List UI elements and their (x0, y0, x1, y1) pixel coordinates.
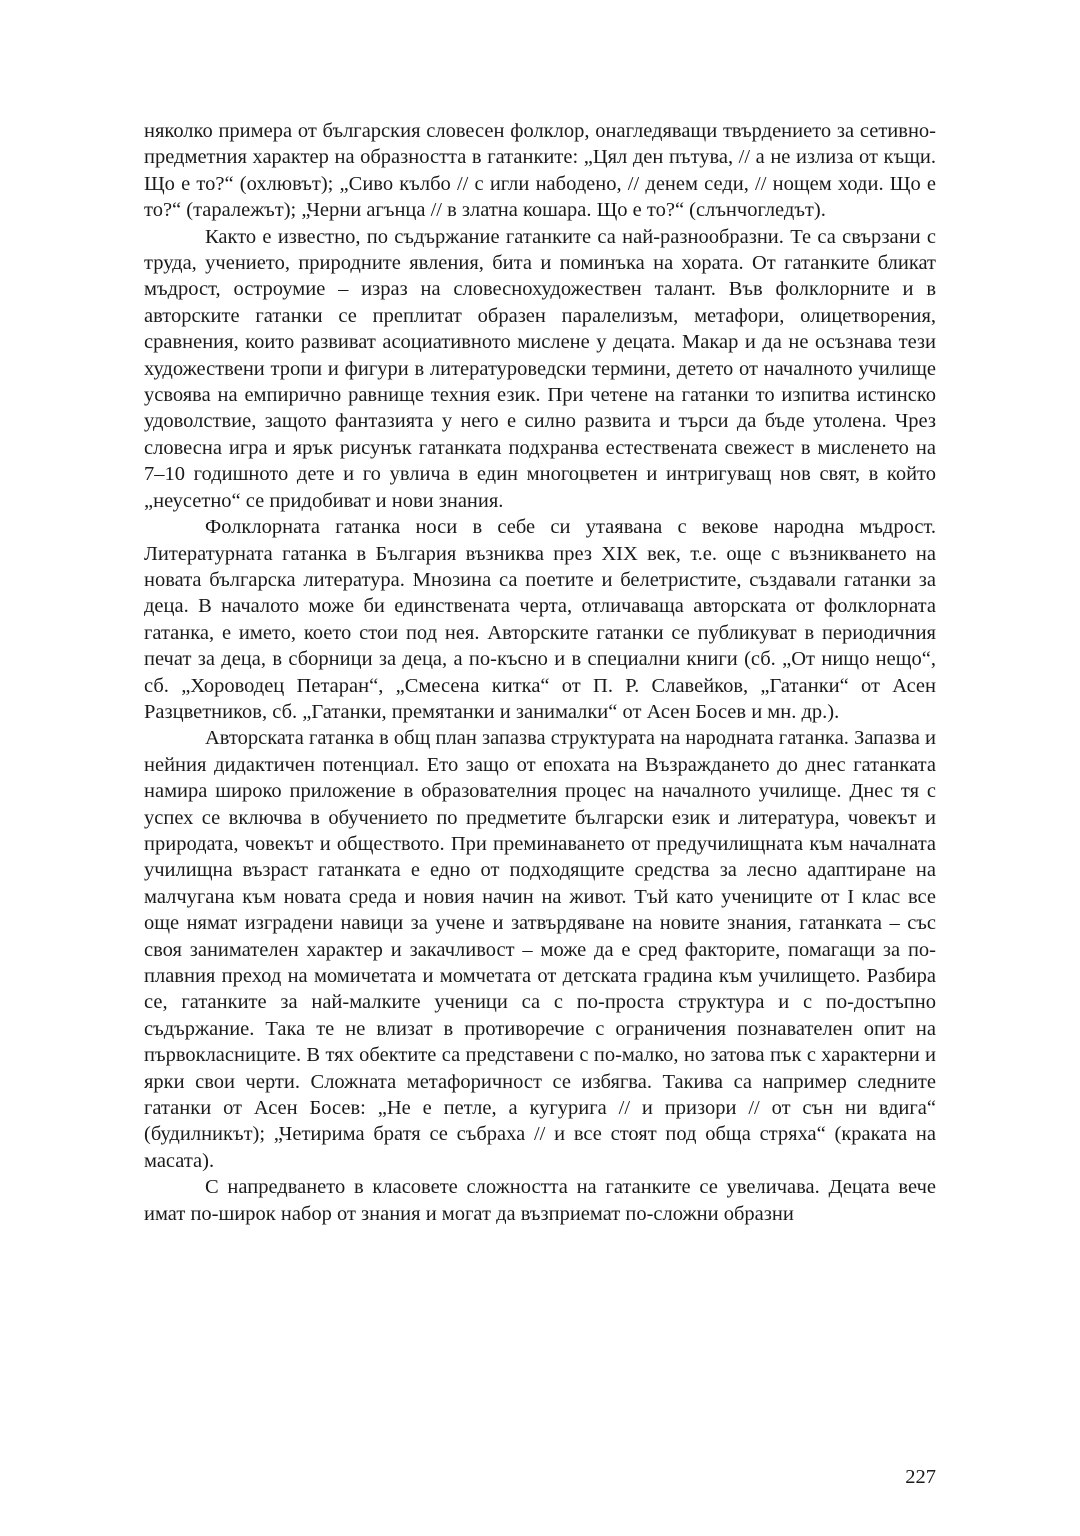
paragraph-authored-riddle: Авторската гатанка в общ план запазва структурата на народната гатанка. Запазва и нейния дидактичен потенциал. Ето защо от епохата на Възраждането до днес гатанката намира широко приложение в образователния процес на началното училище. Днес тя с успех се включва в обучението по предметите български език и литература, човекът и природата, човекът и обществото. При преминаването от предучилищната към началната училищна възраст гатанката е едно от подходящите средства за лесно адаптиране на малчугана към новата среда и новия начин на живот. Тъй като учениците от I клас все още нямат изградени навици за учене и затвърдяване на новите знания, гатанката – със своя занимателен характер и закачливост – може да е сред факторите, помагащи за по-плавния преход на момичетата и момчетата от детската градина към училището. Разбира се, гатанките за най-малките ученици са с по-проста структура и с по-достъпно съдържание. Така те не влизат в противоречие с ограничения познавателен опит на първокласниците. В тях обектите са представени с по-малко, но затова пък с характерни и ярки свои черти. Сложната метафоричност се избягва. Такива са например следните гатанки от Асен Босев: „Не е петле, а кугурига // и призори // от сън ни вдига“ (будилникът); „Четирима братя се събраха // и все стоят под обща стряха“ (краката на масата). (144, 727, 936, 1172)
paragraph-grade-complexity: С напредването в класовете сложността на гатанките се увеличава. Децата вече имат по-широк набор от знания и могат да възприемат по-сложни образни (144, 1176, 936, 1225)
paragraph-continuation: няколко примера от българския словесен фолклор, онагледяващи твърдението за сетивно-предметния характер на образността в гатанките: „Цял ден пътува, // а не излиза от къщи. Що е то?“ (охлювът); „Сиво кълбо // с игли набодено, // денем седи, // нощем ходи. Що е то?“ (таралежът); „Черни агънца // в златна кошара. Що е то?“ (слънчогледът). (144, 120, 936, 222)
page-number: 227 (905, 1466, 936, 1488)
paragraph-riddle-content: Както е известно, по съдържание гатанките са най-разнообразни. Те са свързани с труда, учението, природните явления, бита и поминъка на хората. От гатанките бликат мъдрост, остроумие – израз на словеснохудожествен талант. Във фолклорните и в авторските гатанки се преплитат образен паралелизъм, метафори, олицетворения, сравнения, които развиват асоциативното мислене у децата. Макар и да не осъзнава тези художествени тропи и фигури в литературоведски термини, детето от началното училище усвоява на емпирично равнище техния език. При четене на гатанки то изпитва истинско удоволствие, защото фантазията у него е силно развита и търси да бъде утолена. Чрез словесна игра и ярък рисунък гатанката подхранва естествената свежест в мисленето на 7–10 годишното дете и го увлича в един многоцветен и интригуващ нов свят, в който „неусетно“ се придобиват и нови знания. (144, 225, 936, 512)
paragraph-literary-riddle: Фолклорната гатанка носи в себе си утаявана с векове народна мъдрост. Литературната гатанка в България възниква през XIX век, т.е. още с възникването на новата българска литература. Мнозина са поетите и белетристите, създавали гатанки за деца. В началото може би единствената черта, отличаваща авторската от фолклорната гатанка, е името, което стои под нея. Авторските гатанки се публикуват в периодичния печат за деца, в сборници за деца, а по-късно и в специални книги (сб. „От нищо нещо“, сб. „Хороводец Петаран“, „Смесена китка“ от П. Р. Славейков, „Гатанки“ от Асен Разцветников, сб. „Гатанки, премятанки и занималки“ от Асен Босев и мн. др.). (144, 516, 936, 723)
page-body (144, 118, 936, 1227)
